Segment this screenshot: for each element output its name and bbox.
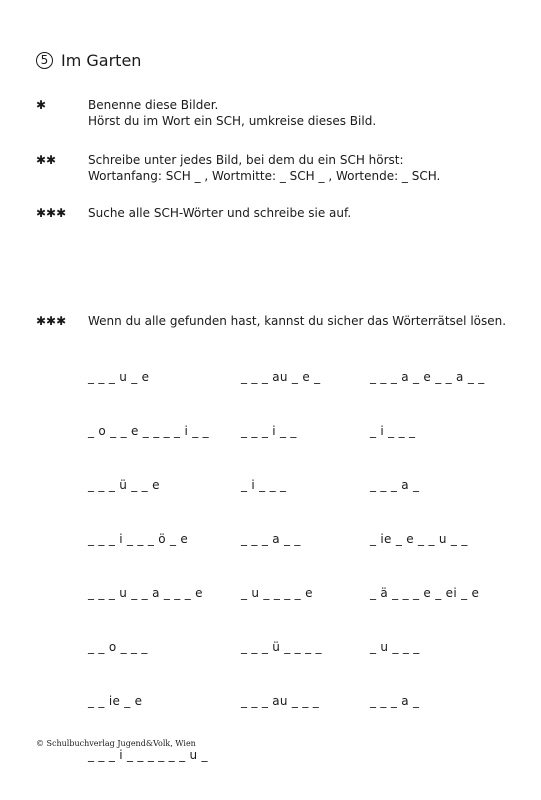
puzzle-word: _ o _ _ e _ _ _ _ i _ _ — [88, 424, 209, 438]
puzzle-word: _ _ _ a _ e _ _ a _ _ — [370, 370, 485, 384]
puzzle-word: _ ä _ _ _ e _ ei _ e — [370, 586, 480, 600]
puzzle-column-1 — [88, 332, 209, 800]
puzzle-word: _ _ _ ü _ _ _ _ — [241, 640, 322, 654]
instruction-line: Schreibe unter jedes Bild, bei dem du ein SCH hörst: — [88, 153, 404, 167]
section-number: 5 — [40, 53, 49, 67]
difficulty-stars: ✱✱✱ — [36, 314, 67, 328]
instruction-line: Hörst du im Wort ein SCH, umkreise dieses Bild. — [88, 114, 377, 128]
puzzle-word: _ _ _ a _ — [370, 478, 420, 492]
puzzle-column-3 — [370, 332, 485, 746]
puzzle-word: _ _ _ i _ _ — [241, 424, 297, 438]
puzzle-word: _ i _ _ _ — [370, 424, 416, 438]
puzzle-word: _ _ _ ü _ _ e — [88, 478, 160, 492]
title-row — [36, 48, 141, 72]
instruction-line: Wortanfang: SCH _ , Wortmitte: _ SCH _ , Wortende: _ SCH. — [88, 169, 441, 183]
puzzle-word: _ _ _ a _ _ — [241, 532, 301, 546]
puzzle-column-2 — [241, 332, 322, 746]
difficulty-stars: ✱✱ — [36, 153, 57, 167]
puzzle-word: _ _ _ u _ e — [88, 370, 150, 384]
puzzle-word: _ ie _ e _ _ u _ _ — [370, 532, 468, 546]
instruction-line: Wenn du alle gefunden hast, kannst du sicher das Wörterrätsel lösen. — [88, 314, 507, 328]
instruction-line: Suche alle SCH-Wörter und schreibe sie auf. — [88, 206, 352, 220]
instruction-line: Benenne diese Bilder. — [88, 98, 219, 112]
puzzle-word: _ _ _ au _ _ _ — [241, 694, 320, 708]
puzzle-word: _ _ _ i _ _ _ _ _ _ u _ — [88, 748, 208, 762]
puzzle-word: _ i _ _ _ — [241, 478, 287, 492]
difficulty-stars: ✱✱✱ — [36, 206, 67, 220]
copyright-footer: © Schulbuchverlag Jugend&Volk, Wien — [36, 739, 196, 748]
puzzle-word: _ _ ie _ e — [88, 694, 143, 708]
section-number-badge — [36, 52, 53, 69]
task-instructions — [88, 205, 518, 221]
puzzle-word: _ u _ _ _ — [370, 640, 420, 654]
page-title: Im Garten — [61, 50, 142, 70]
puzzle-word: _ _ o _ _ _ — [88, 640, 148, 654]
task-instructions — [88, 97, 518, 129]
puzzle-word: _ _ _ u _ _ a _ _ _ e — [88, 586, 203, 600]
puzzle-word: _ _ _ au _ e _ — [241, 370, 321, 384]
task-instructions — [88, 313, 518, 329]
puzzle-word: _ u _ _ _ _ e — [241, 586, 313, 600]
difficulty-stars: ✱ — [36, 98, 47, 112]
puzzle-word: _ _ _ i _ _ _ ö _ e — [88, 532, 189, 546]
task-instructions — [88, 152, 518, 184]
puzzle-word: _ _ _ a _ — [370, 694, 420, 708]
